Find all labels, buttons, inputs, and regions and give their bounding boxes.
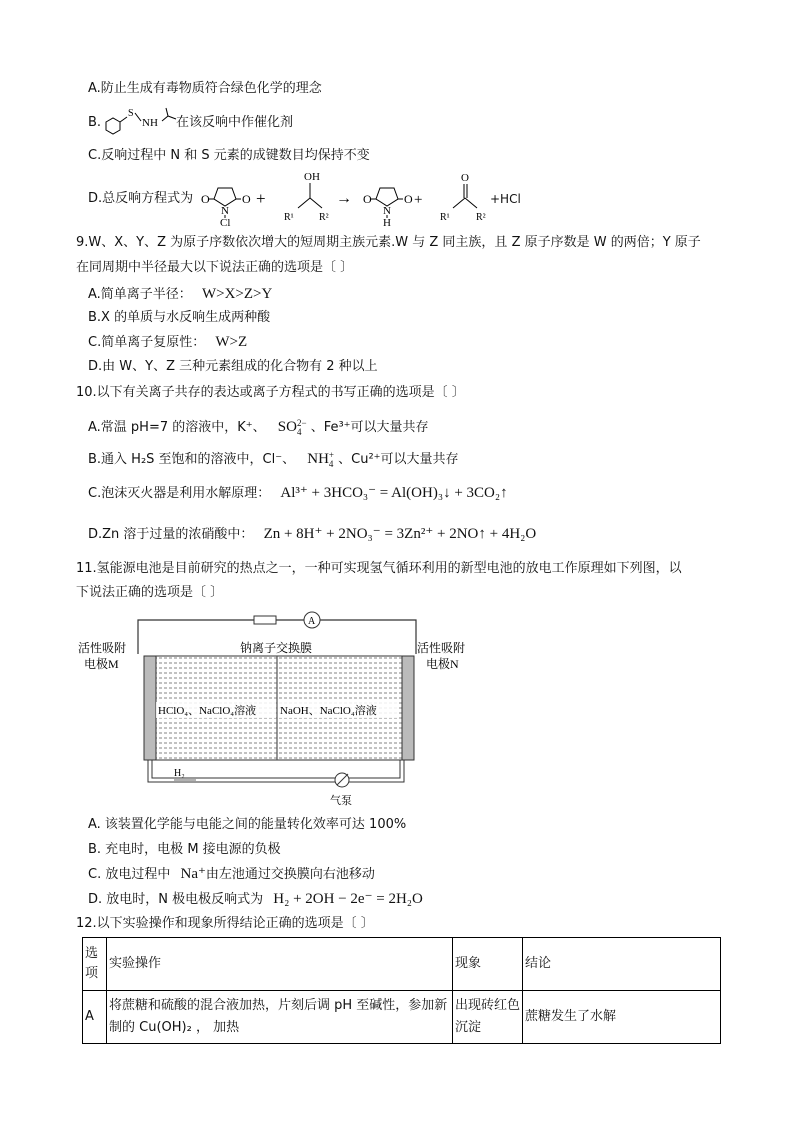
left-solution-label: HClO₄、NaClO₄溶液 xyxy=(158,705,257,717)
right-electrode-label-2: 电极N xyxy=(426,657,459,671)
q8-d-o2: O xyxy=(242,192,251,206)
membrane-label: 钠离子交换膜 xyxy=(240,641,313,655)
header-conclusion: 结论 xyxy=(523,938,721,991)
q8-d-o5: O xyxy=(461,172,469,184)
q8-option-a: A.防止生成有毒物质符合绿色化学的理念 xyxy=(88,81,322,96)
q10-a-pre: A.常温 pH=7 的溶液中，K⁺、 xyxy=(88,420,266,435)
q8-d-h: H xyxy=(383,217,391,228)
q10-option-d xyxy=(88,525,536,544)
q8-d-r2b: R² xyxy=(476,212,486,223)
q11-d-equation: H₂ + 2OH − 2e⁻ = 2H₂O xyxy=(273,891,423,907)
q8-d-n1: N xyxy=(221,205,229,217)
header-operation: 实验操作 xyxy=(107,938,453,991)
q11-stem-line2: 下说法正确的选项是〔 〕 xyxy=(76,585,224,600)
q11-option-c xyxy=(88,865,375,884)
experiment-table xyxy=(82,937,721,1044)
q8-b-sulfur: S xyxy=(128,108,134,119)
q11-option-b: B. 充电时，电极 M 接电源的负极 xyxy=(88,842,281,857)
q10-b-ion: NH xyxy=(307,451,329,467)
q9-stem-line1: 9.W、X、Y、Z 为原子序数依次增大的短周期主族元素.W 与 Z 同主族，且 Z 原子序数是 W 的两倍；Y 原子 xyxy=(76,235,701,250)
table-row xyxy=(83,991,721,1044)
q10-stem: 10.以下有关离子共存的表达或离子方程式的书写正确的选项是〔 〕 xyxy=(76,385,465,400)
q8-d-r1b: R¹ xyxy=(440,212,450,223)
q8-option-d-prefix: D.总反响方程式为 xyxy=(88,191,194,206)
q9-stem-line2: 在同周期中半径最大以下说法正确的选项是〔 〕 xyxy=(76,260,354,275)
h2-label: H₂ xyxy=(174,768,185,779)
q10-b-sup: + xyxy=(328,449,334,460)
q11-c-math: Na⁺ xyxy=(180,866,206,882)
q8-b-nh: NH xyxy=(142,117,158,129)
q8-option-b-suffix: 在该反响中作催化剂 xyxy=(176,115,294,130)
q8-d-oh: OH xyxy=(304,171,320,183)
q10-a-sub: 4 xyxy=(296,426,302,437)
q8-d-plus1: + xyxy=(256,189,266,208)
q12-stem: 12.以下实验操作和现象所得结论正确的选项是〔 〕 xyxy=(76,916,374,931)
q8-d-r1a: R¹ xyxy=(284,212,294,223)
q10-c-equation: Al³⁺ + 3HCO₃⁻ = Al(OH)₃↓ + 3CO₂↑ xyxy=(280,485,508,501)
resistor xyxy=(254,616,276,624)
q9-option-b: B.X 的单质与水反响生成两种酸 xyxy=(88,310,271,325)
table-header-row xyxy=(83,938,721,991)
row-a-conclusion: 蔗糖发生了水解 xyxy=(523,991,721,1044)
right-solution-label: NaOH、NaClO₄溶液 xyxy=(280,705,377,717)
q8-d-hcl: +HCl xyxy=(490,192,521,206)
q10-c-pre: C.泡沫灭火器是利用水解原理： xyxy=(88,486,271,501)
left-electrode-label-2: 电极M xyxy=(84,657,119,671)
q11-battery-diagram xyxy=(74,606,474,810)
q8-option-d-equation xyxy=(200,168,530,228)
q11-d-pre: D. 放电时，N 极电极反响式为 xyxy=(88,892,264,907)
q10-option-c xyxy=(88,484,508,503)
q10-a-sup: 2− xyxy=(296,417,307,428)
q11-c-post: 由左池通过交换膜向右池移动 xyxy=(205,867,375,882)
electrode-m xyxy=(144,656,156,760)
q8-d-arrow: → xyxy=(336,190,352,207)
q9-option-c xyxy=(88,333,247,352)
q10-d-equation: Zn + 8H⁺ + 2NO₃⁻ = 3Zn²⁺ + 2NO↑ + 4H₂O xyxy=(263,526,537,542)
q9-option-c-math: W>Z xyxy=(215,334,248,350)
row-a-option: A xyxy=(83,991,107,1044)
left-electrode-label-1: 活性吸附 xyxy=(78,641,127,655)
q10-option-a xyxy=(88,418,429,437)
q8-d-o4: O xyxy=(404,192,413,206)
q9-option-a xyxy=(88,285,272,304)
header-phenomenon: 现象 xyxy=(453,938,523,991)
right-electrode-label-1: 活性吸附 xyxy=(417,641,466,655)
q11-stem-line1: 11.氢能源电池是目前研究的热点之一，一种可实现氢气循环利用的新型电池的放电工作原理如下列图，以 xyxy=(76,561,682,576)
q8-option-b-prefix: B. xyxy=(88,115,102,130)
q10-a-ion: SO xyxy=(277,419,297,435)
q8-d-o1: O xyxy=(201,192,210,206)
q9-option-c-text: C.简单离子复原性： xyxy=(88,335,206,350)
q8-d-r2a: R² xyxy=(319,212,329,223)
q9-option-d: D.由 W、Y、Z 三种元素组成的化合物有 2 种以上 xyxy=(88,359,378,374)
q10-b-sub: 4 xyxy=(328,458,334,469)
q10-a-post: 、Fe³⁺可以大量共存 xyxy=(310,420,429,435)
q11-c-pre: C. 放电过程中 xyxy=(88,867,171,882)
q9-option-a-math: W>X>Z>Y xyxy=(201,286,273,302)
row-a-phenomenon: 出现砖红色沉淀 xyxy=(453,991,523,1044)
q8-d-o3: O xyxy=(363,192,372,206)
q8-option-c: C.反响过程中 N 和 S 元素的成键数目均保持不变 xyxy=(88,148,370,163)
q10-d-pre: D.Zn 溶于过量的浓硝酸中： xyxy=(88,527,254,542)
gas-pump-label: 气泵 xyxy=(330,795,352,807)
q11-option-a: A. 该装置化学能与电能之间的能量转化效率可达 100% xyxy=(88,817,407,832)
q10-b-post: 、Cu²⁺可以大量共存 xyxy=(338,452,459,467)
q8-option-b-structure xyxy=(100,104,182,136)
ammeter-label: A xyxy=(308,616,316,627)
header-option: 选项 xyxy=(83,938,107,991)
q8-d-plus2: + xyxy=(414,192,423,208)
q10-b-charge xyxy=(329,451,334,469)
q8-d-n2: N xyxy=(383,205,391,217)
q11-option-d xyxy=(88,890,423,909)
q10-option-b xyxy=(88,450,459,469)
q10-a-charge xyxy=(297,419,307,437)
q9-option-a-text: A.简单离子半径： xyxy=(88,287,192,302)
row-a-operation: 将蔗糖和硫酸的混合液加热，片刻后调 pH 至碱性，参加新制的 Cu(OH)₂ ， 加热 xyxy=(107,991,453,1044)
electrode-n xyxy=(402,656,414,760)
q10-b-pre: B.通入 H₂S 至饱和的溶液中，Cl⁻、 xyxy=(88,452,296,467)
q8-d-cl: Cl xyxy=(220,217,231,228)
